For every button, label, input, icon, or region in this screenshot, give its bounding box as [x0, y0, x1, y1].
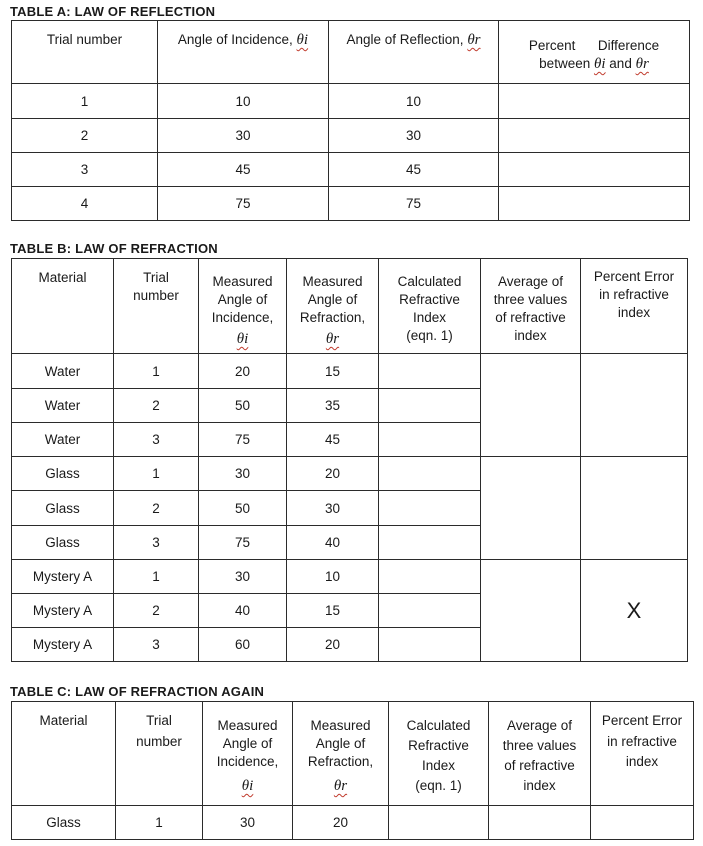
table-a-header-trial: [12, 21, 158, 84]
header-text: Index: [412, 310, 447, 325]
header-text: Index: [421, 758, 456, 773]
table-c-header-row: [12, 702, 694, 806]
table-a-header-row: [12, 21, 690, 84]
refraction-cell: 15: [287, 354, 379, 389]
material-cell: Mystery A: [12, 560, 114, 594]
average-cell[interactable]: [489, 806, 591, 840]
calculated-index-cell[interactable]: [379, 560, 481, 594]
table-a-header-incidence: [158, 21, 329, 84]
table-row: [12, 119, 690, 153]
header-text: in refractive: [599, 287, 669, 302]
header-text: Average of: [497, 274, 564, 289]
table-b-header-incidence: [199, 259, 287, 354]
material-cell: Glass: [12, 491, 114, 526]
trial-cell: 1: [114, 560, 199, 594]
header-text: index: [523, 778, 556, 793]
table-c-header-trial: [116, 702, 203, 806]
calculated-index-cell[interactable]: [389, 806, 489, 840]
header-text: Measured: [212, 274, 273, 289]
header-text: Angle of: [315, 736, 366, 751]
material-cell: Glass: [12, 457, 114, 491]
incidence-cell: 75: [199, 526, 287, 560]
header-text: [499, 55, 689, 73]
header-text: Percent Error: [593, 269, 675, 284]
refraction-cell: 35: [287, 389, 379, 423]
trial-cell: 3: [114, 628, 199, 662]
calculated-index-cell[interactable]: [379, 457, 481, 491]
table-c-header-average: [489, 702, 591, 806]
table-b-header-trial: [114, 259, 199, 354]
average-cell-mystery[interactable]: [481, 560, 581, 662]
header-text-part: between: [539, 56, 591, 71]
header-text: number: [136, 734, 182, 749]
calculated-index-cell[interactable]: [379, 423, 481, 457]
table-c-header-material: [12, 702, 116, 806]
header-text: index: [625, 754, 659, 769]
table-c: [11, 701, 694, 840]
incidence-cell: 30: [158, 119, 329, 153]
table-c-header-refraction: [293, 702, 389, 806]
table-c-title: TABLE C: LAW OF REFRACTION AGAIN: [10, 684, 265, 699]
header-text: three values: [502, 738, 577, 753]
theta-i-symbol: θi: [593, 56, 606, 72]
header-text: Incidence,: [211, 310, 274, 325]
header-text: [329, 31, 498, 49]
percent-difference-cell[interactable]: [499, 153, 690, 187]
trial-cell: 1: [12, 84, 158, 119]
table-row: [12, 187, 690, 221]
header-text: Measured: [310, 718, 371, 733]
theta-i-symbol: θi: [241, 778, 254, 794]
material-cell: Water: [12, 354, 114, 389]
header-text: in refractive: [607, 734, 677, 749]
header-text-part: Angle of Reflection,: [346, 32, 464, 47]
header-text: number: [133, 288, 179, 303]
header-text: index: [514, 328, 547, 343]
reflection-cell: 30: [329, 119, 499, 153]
trial-cell: 1: [114, 354, 199, 389]
header-text: Calculated: [397, 274, 462, 289]
material-cell: Mystery A: [12, 594, 114, 628]
header-text: Angle of: [307, 292, 358, 307]
calculated-index-cell[interactable]: [379, 526, 481, 560]
reflection-cell: 45: [329, 153, 499, 187]
refraction-cell: 15: [287, 594, 379, 628]
table-a-header-percent-difference: [499, 21, 690, 84]
table-b-header-material: [12, 259, 114, 354]
incidence-cell: 40: [199, 594, 287, 628]
average-cell-glass[interactable]: [481, 457, 581, 560]
theta-i-symbol: θi: [236, 331, 249, 347]
theta-r-symbol: θr: [635, 56, 649, 72]
percent-difference-cell[interactable]: [499, 119, 690, 153]
incidence-cell: 45: [158, 153, 329, 187]
header-text: Calculated: [406, 718, 471, 733]
header-text: Percent Difference: [528, 38, 660, 53]
header-text: Material: [39, 713, 88, 728]
header-text: Incidence,: [216, 754, 279, 769]
trial-cell: 2: [114, 491, 199, 526]
material-cell: Glass: [12, 806, 116, 840]
theta-r-symbol: θr: [467, 32, 481, 48]
header-text: Trial: [143, 270, 169, 285]
trial-cell: 1: [114, 457, 199, 491]
percent-error-cell[interactable]: [591, 806, 694, 840]
average-cell-water[interactable]: [481, 354, 581, 457]
header-text-part: and: [609, 56, 632, 71]
table-row: [12, 560, 688, 594]
refraction-cell: 20: [287, 457, 379, 491]
incidence-cell: 50: [199, 389, 287, 423]
calculated-index-cell[interactable]: [379, 354, 481, 389]
header-text: of refractive: [495, 310, 566, 325]
header-text: Refractive: [408, 738, 469, 753]
header-text: Angle of: [217, 292, 268, 307]
table-b-title: TABLE B: LAW OF REFRACTION: [10, 241, 218, 256]
table-row: [12, 153, 690, 187]
percent-difference-cell[interactable]: [499, 84, 690, 119]
theta-r-symbol: θr: [325, 331, 340, 347]
header-text: Refraction,: [307, 754, 374, 769]
header-text: Measured: [217, 718, 278, 733]
table-b-header-row: [12, 259, 688, 354]
table-b-header-calculated-index: [379, 259, 481, 354]
incidence-cell: 30: [203, 806, 293, 840]
header-text-part: Angle of Incidence,: [177, 32, 293, 47]
material-cell: Glass: [12, 526, 114, 560]
trial-cell: 3: [114, 526, 199, 560]
header-text: (eqn. 1): [415, 778, 462, 793]
theta-r-symbol: θr: [333, 778, 348, 794]
incidence-cell: 30: [199, 457, 287, 491]
incidence-cell: 75: [158, 187, 329, 221]
header-text: three values: [493, 292, 568, 307]
header-text: [158, 31, 328, 49]
refraction-cell: 45: [287, 423, 379, 457]
table-b-header-average: [481, 259, 581, 354]
table-b-header-refraction: [287, 259, 379, 354]
refraction-cell: 40: [287, 526, 379, 560]
table-b: [11, 258, 688, 662]
percent-error-cell-glass[interactable]: [581, 457, 688, 560]
header-text: Refractive: [399, 292, 460, 307]
material-cell: Mystery A: [12, 628, 114, 662]
trial-cell: 2: [114, 594, 199, 628]
trial-cell: 2: [12, 119, 158, 153]
calculated-index-cell[interactable]: [379, 628, 481, 662]
refraction-cell: 20: [287, 628, 379, 662]
percent-error-cell-mystery: X: [581, 560, 688, 662]
reflection-cell: 75: [329, 187, 499, 221]
incidence-cell: 75: [199, 423, 287, 457]
header-text: (eqn. 1): [406, 328, 453, 343]
incidence-cell: 50: [199, 491, 287, 526]
refraction-cell: 20: [293, 806, 389, 840]
calculated-index-cell[interactable]: [379, 594, 481, 628]
trial-cell: 2: [114, 389, 199, 423]
trial-cell: 3: [12, 153, 158, 187]
trial-cell: 3: [114, 423, 199, 457]
header-text: Refraction,: [299, 310, 366, 325]
table-a-header-reflection: [329, 21, 499, 84]
table-row: [12, 806, 694, 840]
header-text: Angle of: [222, 736, 273, 751]
header-text: index: [617, 305, 651, 320]
table-a: [11, 20, 690, 221]
incidence-cell: 20: [199, 354, 287, 389]
table-c-header-percent-error: [591, 702, 694, 806]
material-cell: Water: [12, 423, 114, 457]
header-text: Percent Error: [601, 713, 683, 728]
header-text: Material: [38, 270, 87, 285]
reflection-cell: 10: [329, 84, 499, 119]
refraction-cell: 30: [287, 491, 379, 526]
material-cell: Water: [12, 389, 114, 423]
percent-difference-cell[interactable]: [499, 187, 690, 221]
header-text: of refractive: [504, 758, 575, 773]
table-c-header-incidence: [203, 702, 293, 806]
calculated-index-cell[interactable]: [379, 389, 481, 423]
table-c-header-calculated-index: [389, 702, 489, 806]
header-text: Measured: [302, 274, 363, 289]
incidence-cell: 60: [199, 628, 287, 662]
table-row: [12, 84, 690, 119]
calculated-index-cell[interactable]: [379, 491, 481, 526]
theta-i-symbol: θi: [296, 32, 309, 48]
table-row: [12, 457, 688, 491]
incidence-cell: 10: [158, 84, 329, 119]
header-text: Trial: [146, 713, 172, 728]
refraction-cell: 10: [287, 560, 379, 594]
percent-error-cell-water[interactable]: [581, 354, 688, 457]
trial-cell: 1: [116, 806, 203, 840]
incidence-cell: 30: [199, 560, 287, 594]
table-row: [12, 354, 688, 389]
header-text: Average of: [506, 718, 573, 733]
header-text: Trial number: [46, 32, 123, 47]
table-b-header-percent-error: [581, 259, 688, 354]
table-a-title: TABLE A: LAW OF REFLECTION: [10, 4, 216, 19]
trial-cell: 4: [12, 187, 158, 221]
